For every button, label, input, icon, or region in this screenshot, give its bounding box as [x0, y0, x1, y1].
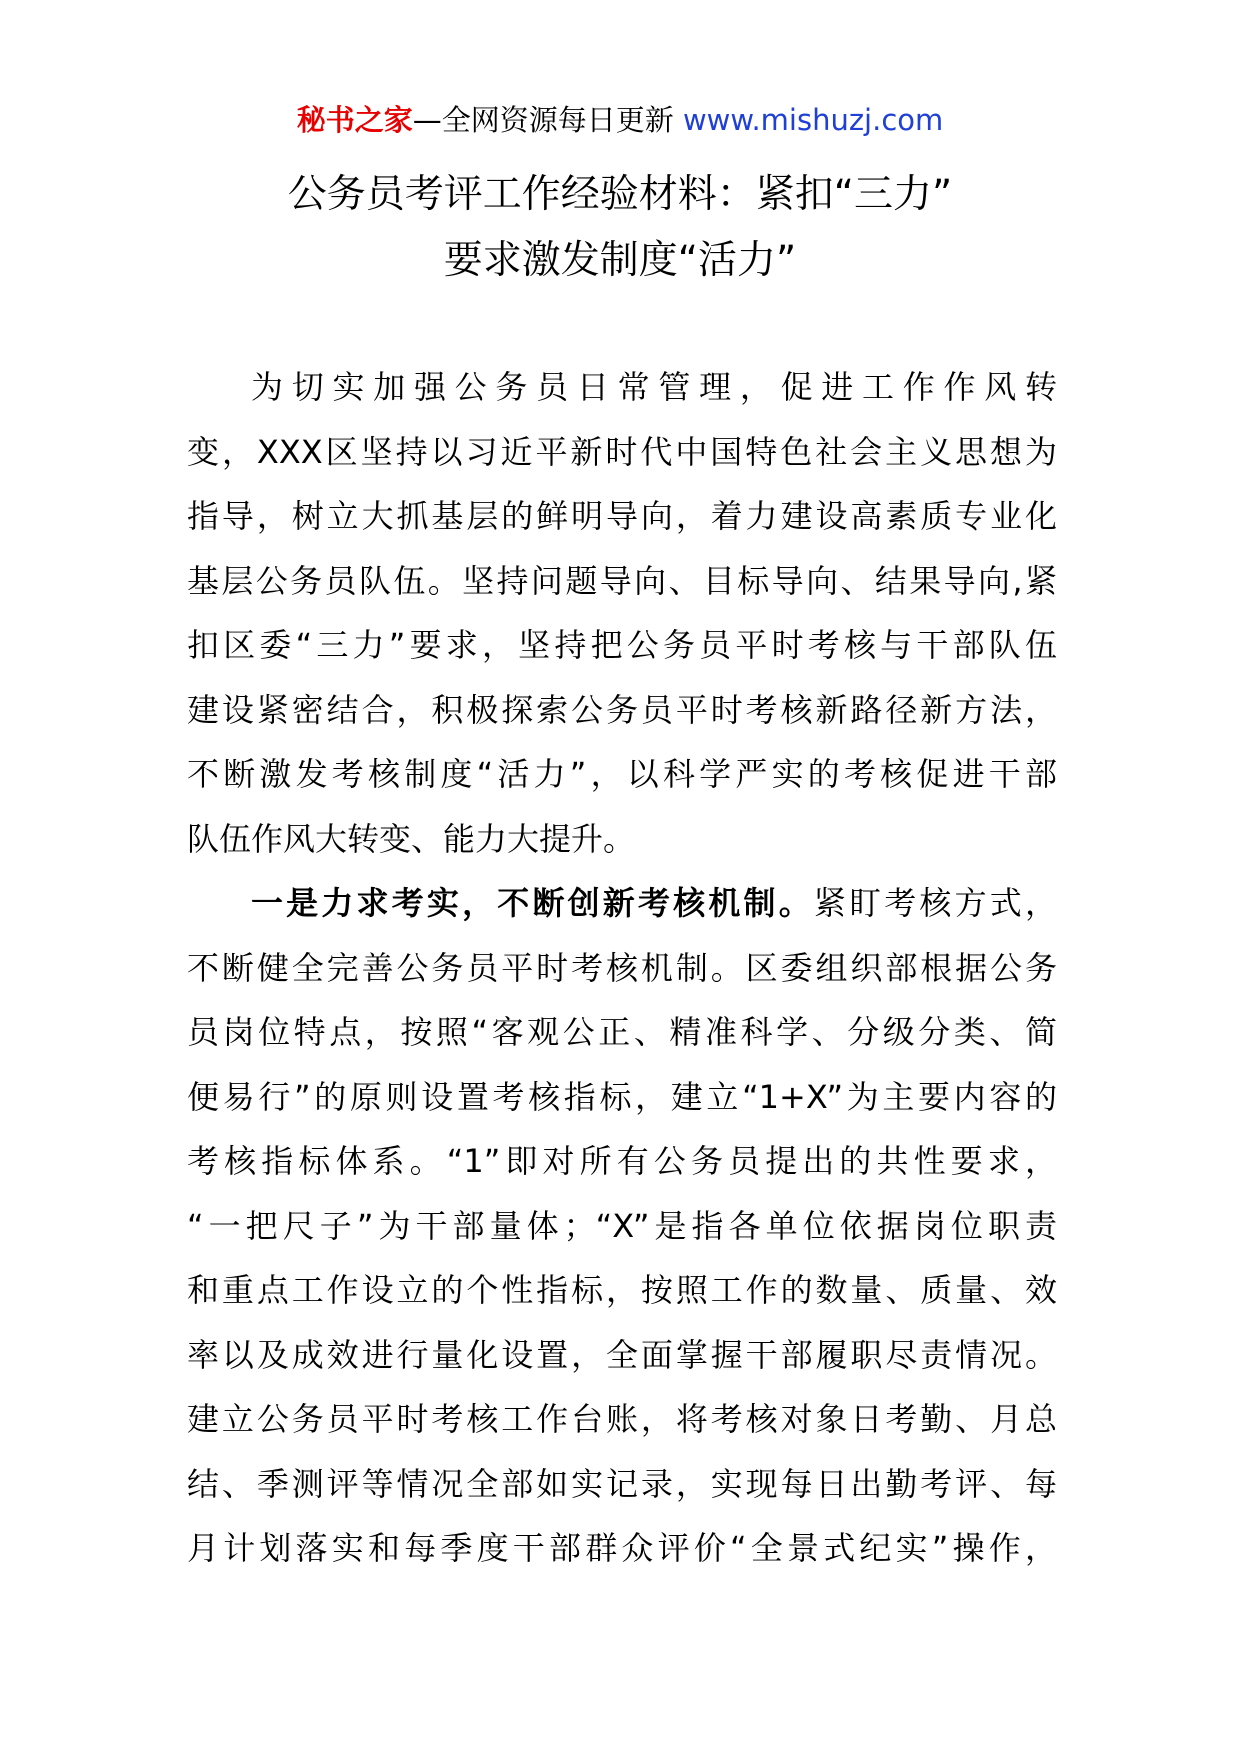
paragraph-line: 和重点工作设立的个性指标，按照工作的数量、质量、效	[187, 1271, 1057, 1309]
paragraph-line: 率以及成效进行量化设置，全面掌握干部履职尽责情况。	[187, 1335, 1057, 1374]
site-url: www.mishuzj.com	[682, 103, 944, 137]
document-title	[150, 162, 1090, 294]
paragraph-line: 便易行”的原则设置考核指标，建立“1+X”为主要内容的	[187, 1077, 1057, 1116]
paragraph-line: 变，XXX区坚持以习近平新时代中国特色社会主义思想为	[187, 432, 1057, 471]
paragraph-line: 员岗位特点，按照“客观公正、精准科学、分级分类、简	[187, 1013, 1057, 1051]
brand-name: 秘书之家	[296, 103, 413, 137]
paragraph-line: 扣区委“三力”要求，坚持把公务员平时考核与干部队伍	[187, 626, 1057, 664]
title-line-1: 公务员考评工作经验材料：紧扣“三力”	[287, 172, 953, 217]
paragraph-line: 建立公务员平时考核工作台账，将考核对象日考勤、月总	[187, 1400, 1057, 1438]
paragraph-line: 为切实加强公务员日常管理，促进工作作风转	[251, 368, 1057, 406]
section-heading: 一是力求考实，不断创新考核机制。	[251, 884, 814, 922]
title-line-2: 要求激发制度“活力”	[443, 238, 797, 283]
document-body	[187, 355, 1057, 1581]
paragraph-line: “一把尺子”为干部量体；“X”是指各单位依据岗位职责	[187, 1206, 1057, 1245]
paragraph-text: 紧盯考核方式，	[813, 884, 1057, 922]
paragraph-line: 不断激发考核制度“活力”，以科学严实的考核促进干部	[187, 755, 1057, 793]
paragraph-line: 队伍作风大转变、能力大提升。	[187, 819, 636, 858]
paragraph-line: 基层公务员队伍。坚持问题导向、目标导向、结果导向,紧	[187, 561, 1057, 600]
paragraph-line: 考核指标体系。“1”即对所有公务员提出的共性要求，	[187, 1142, 1057, 1180]
paragraph-line: 月计划落实和每季度干部群众评价“全景式纪实”操作，	[187, 1529, 1057, 1567]
header-tagline: —全网资源每日更新	[412, 103, 683, 137]
paragraph-line: 建设紧密结合，积极探索公务员平时考核新路径新方法，	[187, 690, 1057, 729]
paragraph-line: 指导，树立大抓基层的鲜明导向，着力建设高素质专业化	[187, 497, 1057, 535]
paragraph-line: 结、季测评等情况全部如实记录，实现每日出勤考评、每	[187, 1464, 1057, 1503]
paragraph-line: 不断健全完善公务员平时考核机制。区委组织部根据公务	[187, 948, 1057, 987]
watermark-header	[0, 100, 1240, 140]
paragraph-line	[187, 871, 1057, 936]
